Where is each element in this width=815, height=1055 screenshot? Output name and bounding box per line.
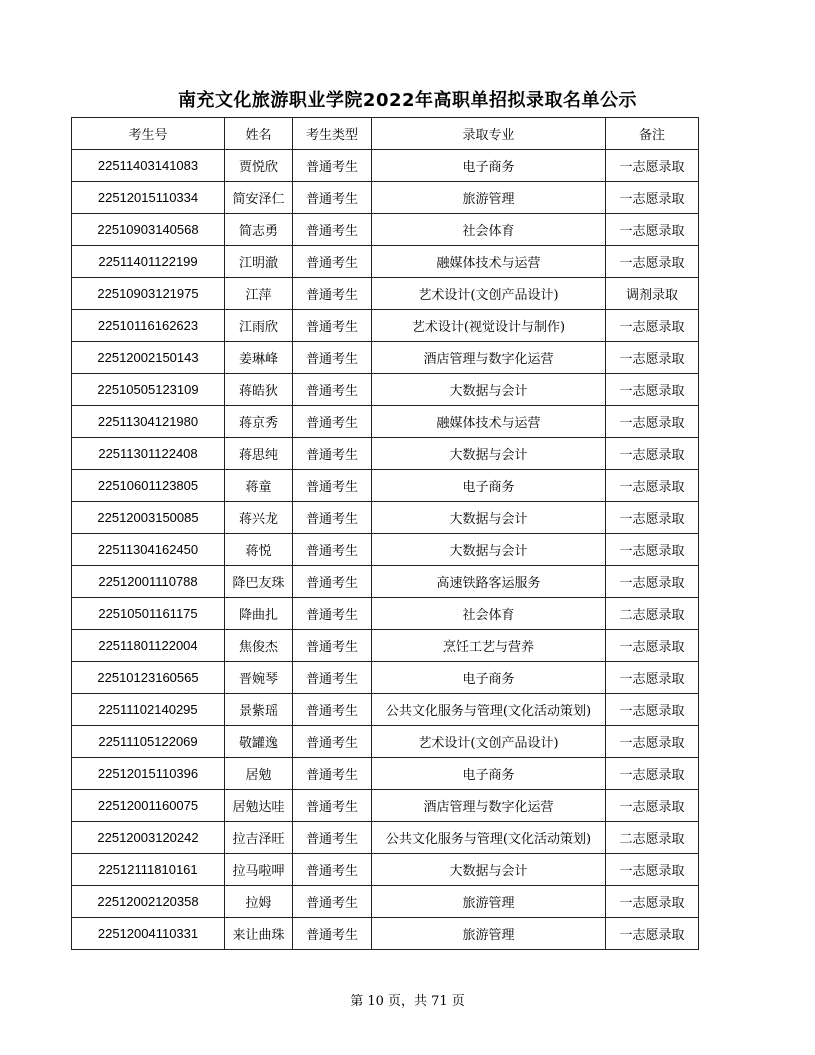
major-cell: 旅游管理 xyxy=(372,918,606,950)
candidate-type-cell: 普通考生 xyxy=(293,790,372,822)
name-cell: 居勉 xyxy=(225,758,293,790)
major-cell: 公共文化服务与管理(文化活动策划) xyxy=(372,694,606,726)
candidate-type-cell: 普通考生 xyxy=(293,726,372,758)
column-header-name: 姓名 xyxy=(225,118,293,150)
major-cell: 旅游管理 xyxy=(372,886,606,918)
candidate-type-cell: 普通考生 xyxy=(293,534,372,566)
page-number: 第 10 页，共 71 页 xyxy=(350,994,465,1009)
table-row xyxy=(72,918,699,950)
exam-number-cell: 22512003150085 xyxy=(72,502,225,534)
exam-number-cell: 22511304162450 xyxy=(72,534,225,566)
candidate-type-cell: 普通考生 xyxy=(293,310,372,342)
exam-number-cell: 22510123160565 xyxy=(72,662,225,694)
candidate-type-cell: 普通考生 xyxy=(293,918,372,950)
column-header-remark: 备注 xyxy=(606,118,699,150)
exam-number-cell: 22511403141083 xyxy=(72,150,225,182)
name-cell: 蒋京秀 xyxy=(225,406,293,438)
remark-cell: 一志愿录取 xyxy=(606,662,699,694)
table-row xyxy=(72,182,699,214)
remark-cell: 一志愿录取 xyxy=(606,438,699,470)
table-row xyxy=(72,694,699,726)
candidate-type-cell: 普通考生 xyxy=(293,246,372,278)
major-cell: 高速铁路客运服务 xyxy=(372,566,606,598)
name-cell: 蒋思纯 xyxy=(225,438,293,470)
major-cell: 酒店管理与数字化运营 xyxy=(372,342,606,374)
admission-table xyxy=(71,117,699,950)
name-cell: 晋婉琴 xyxy=(225,662,293,694)
candidate-type-cell: 普通考生 xyxy=(293,470,372,502)
remark-cell: 一志愿录取 xyxy=(606,406,699,438)
table-row xyxy=(72,374,699,406)
major-cell: 大数据与会计 xyxy=(372,534,606,566)
exam-number-cell: 22510903140568 xyxy=(72,214,225,246)
name-cell: 拉马啦呷 xyxy=(225,854,293,886)
exam-number-cell: 22510903121975 xyxy=(72,278,225,310)
table-body xyxy=(72,150,699,950)
exam-number-cell: 22512003120242 xyxy=(72,822,225,854)
candidate-type-cell: 普通考生 xyxy=(293,886,372,918)
table-header-row xyxy=(72,118,699,150)
candidate-type-cell: 普通考生 xyxy=(293,598,372,630)
major-cell: 融媒体技术与运营 xyxy=(372,406,606,438)
candidate-type-cell: 普通考生 xyxy=(293,150,372,182)
remark-cell: 一志愿录取 xyxy=(606,758,699,790)
name-cell: 江雨欣 xyxy=(225,310,293,342)
remark-cell: 一志愿录取 xyxy=(606,534,699,566)
major-cell: 大数据与会计 xyxy=(372,854,606,886)
remark-cell: 一志愿录取 xyxy=(606,726,699,758)
name-cell: 姜琳峰 xyxy=(225,342,293,374)
major-cell: 大数据与会计 xyxy=(372,374,606,406)
exam-number-cell: 22512004110331 xyxy=(72,918,225,950)
major-cell: 艺术设计(文创产品设计) xyxy=(372,278,606,310)
table-row xyxy=(72,278,699,310)
candidate-type-cell: 普通考生 xyxy=(293,278,372,310)
name-cell: 蒋悦 xyxy=(225,534,293,566)
candidate-type-cell: 普通考生 xyxy=(293,662,372,694)
remark-cell: 一志愿录取 xyxy=(606,214,699,246)
name-cell: 蒋兴龙 xyxy=(225,502,293,534)
exam-number-cell: 22512001110788 xyxy=(72,566,225,598)
name-cell: 敬罐逸 xyxy=(225,726,293,758)
exam-number-cell: 22511105122069 xyxy=(72,726,225,758)
remark-cell: 一志愿录取 xyxy=(606,150,699,182)
remark-cell: 二志愿录取 xyxy=(606,598,699,630)
candidate-type-cell: 普通考生 xyxy=(293,822,372,854)
exam-number-cell: 22510501161175 xyxy=(72,598,225,630)
table-row xyxy=(72,566,699,598)
major-cell: 艺术设计(视觉设计与制作) xyxy=(372,310,606,342)
column-header-exam-number: 考生号 xyxy=(72,118,225,150)
remark-cell: 二志愿录取 xyxy=(606,822,699,854)
exam-number-cell: 22511102140295 xyxy=(72,694,225,726)
exam-number-cell: 22512015110334 xyxy=(72,182,225,214)
remark-cell: 一志愿录取 xyxy=(606,694,699,726)
exam-number-cell: 22512002150143 xyxy=(72,342,225,374)
remark-cell: 一志愿录取 xyxy=(606,630,699,662)
candidate-type-cell: 普通考生 xyxy=(293,342,372,374)
candidate-type-cell: 普通考生 xyxy=(293,694,372,726)
major-cell: 社会体育 xyxy=(372,214,606,246)
name-cell: 蒋皓狄 xyxy=(225,374,293,406)
candidate-type-cell: 普通考生 xyxy=(293,374,372,406)
table-row xyxy=(72,854,699,886)
table-row xyxy=(72,726,699,758)
remark-cell: 一志愿录取 xyxy=(606,566,699,598)
exam-number-cell: 22511301122408 xyxy=(72,438,225,470)
table-row xyxy=(72,342,699,374)
candidate-type-cell: 普通考生 xyxy=(293,502,372,534)
table-row xyxy=(72,438,699,470)
major-cell: 电子商务 xyxy=(372,758,606,790)
candidate-type-cell: 普通考生 xyxy=(293,758,372,790)
candidate-type-cell: 普通考生 xyxy=(293,854,372,886)
remark-cell: 一志愿录取 xyxy=(606,342,699,374)
name-cell: 简安泽仁 xyxy=(225,182,293,214)
name-cell: 降巴友珠 xyxy=(225,566,293,598)
exam-number-cell: 22511801122004 xyxy=(72,630,225,662)
remark-cell: 调剂录取 xyxy=(606,278,699,310)
exam-number-cell: 22512002120358 xyxy=(72,886,225,918)
name-cell: 居勉达哇 xyxy=(225,790,293,822)
remark-cell: 一志愿录取 xyxy=(606,182,699,214)
exam-number-cell: 22511401122199 xyxy=(72,246,225,278)
major-cell: 大数据与会计 xyxy=(372,438,606,470)
candidate-type-cell: 普通考生 xyxy=(293,630,372,662)
name-cell: 景紫瑶 xyxy=(225,694,293,726)
table-row xyxy=(72,886,699,918)
exam-number-cell: 22512015110396 xyxy=(72,758,225,790)
name-cell: 拉吉泽旺 xyxy=(225,822,293,854)
exam-number-cell: 22510116162623 xyxy=(72,310,225,342)
name-cell: 江萍 xyxy=(225,278,293,310)
exam-number-cell: 22512111810161 xyxy=(72,854,225,886)
exam-number-cell: 22510601123805 xyxy=(72,470,225,502)
name-cell: 降曲扎 xyxy=(225,598,293,630)
remark-cell: 一志愿录取 xyxy=(606,310,699,342)
name-cell: 焦俊杰 xyxy=(225,630,293,662)
remark-cell: 一志愿录取 xyxy=(606,502,699,534)
candidate-type-cell: 普通考生 xyxy=(293,566,372,598)
name-cell: 江明澈 xyxy=(225,246,293,278)
candidate-type-cell: 普通考生 xyxy=(293,214,372,246)
major-cell: 艺术设计(文创产品设计) xyxy=(372,726,606,758)
column-header-major: 录取专业 xyxy=(372,118,606,150)
table-row xyxy=(72,598,699,630)
table-row xyxy=(72,246,699,278)
name-cell: 贾悦欣 xyxy=(225,150,293,182)
remark-cell: 一志愿录取 xyxy=(606,470,699,502)
table-row xyxy=(72,150,699,182)
name-cell: 蒋童 xyxy=(225,470,293,502)
name-cell: 拉姆 xyxy=(225,886,293,918)
table-row xyxy=(72,406,699,438)
name-cell: 来让曲珠 xyxy=(225,918,293,950)
major-cell: 电子商务 xyxy=(372,662,606,694)
table-row xyxy=(72,630,699,662)
major-cell: 烹饪工艺与营养 xyxy=(372,630,606,662)
remark-cell: 一志愿录取 xyxy=(606,790,699,822)
exam-number-cell: 22512001160075 xyxy=(72,790,225,822)
page-title: 南充文化旅游职业学院2022年高职单招拟录取名单公示 xyxy=(177,90,638,111)
major-cell: 融媒体技术与运营 xyxy=(372,246,606,278)
table-row xyxy=(72,214,699,246)
table-row xyxy=(72,662,699,694)
table-row xyxy=(72,470,699,502)
table-row xyxy=(72,534,699,566)
table-row xyxy=(72,502,699,534)
major-cell: 大数据与会计 xyxy=(372,502,606,534)
exam-number-cell: 22510505123109 xyxy=(72,374,225,406)
candidate-type-cell: 普通考生 xyxy=(293,406,372,438)
name-cell: 简志勇 xyxy=(225,214,293,246)
major-cell: 公共文化服务与管理(文化活动策划) xyxy=(372,822,606,854)
remark-cell: 一志愿录取 xyxy=(606,886,699,918)
major-cell: 电子商务 xyxy=(372,150,606,182)
column-header-candidate-type: 考生类型 xyxy=(293,118,372,150)
table-row xyxy=(72,758,699,790)
candidate-type-cell: 普通考生 xyxy=(293,438,372,470)
major-cell: 社会体育 xyxy=(372,598,606,630)
major-cell: 酒店管理与数字化运营 xyxy=(372,790,606,822)
remark-cell: 一志愿录取 xyxy=(606,374,699,406)
table-row xyxy=(72,310,699,342)
remark-cell: 一志愿录取 xyxy=(606,246,699,278)
remark-cell: 一志愿录取 xyxy=(606,918,699,950)
remark-cell: 一志愿录取 xyxy=(606,854,699,886)
major-cell: 旅游管理 xyxy=(372,182,606,214)
exam-number-cell: 22511304121980 xyxy=(72,406,225,438)
table-row xyxy=(72,790,699,822)
table-row xyxy=(72,822,699,854)
candidate-type-cell: 普通考生 xyxy=(293,182,372,214)
major-cell: 电子商务 xyxy=(372,470,606,502)
